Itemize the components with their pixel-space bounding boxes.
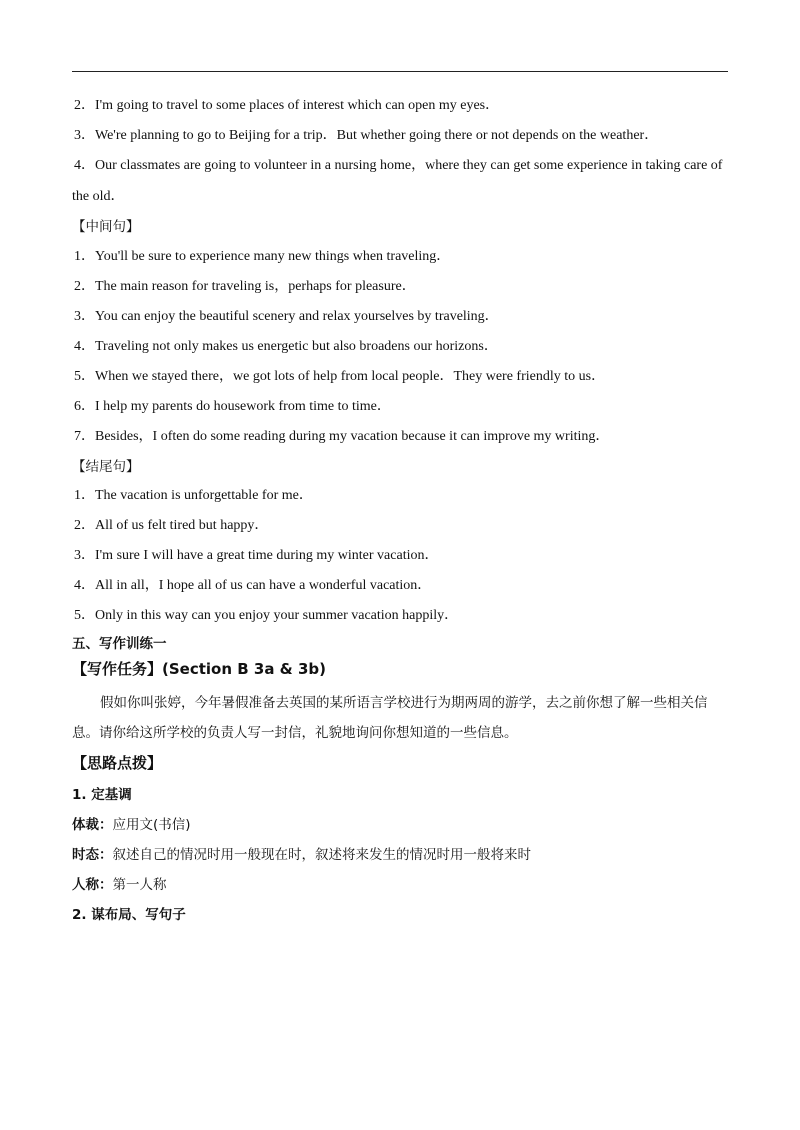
ending-sentences-heading: 【结尾句】 — [72, 459, 140, 475]
tense-row — [72, 846, 732, 865]
tense-value: 叙述自己的情况时用一般现在时，叙述将来发生的情况时用一般将来时 — [112, 847, 531, 863]
ending-item-4: 4．All in all，I hope all of us can have a wonderful vacation． — [74, 578, 432, 593]
genre-label: 体裁： — [72, 817, 113, 833]
opening-item-3: 3．We're planning to go to Beijing for a trip．But whether going there or not depends on the weather． — [74, 128, 659, 143]
opening-item-4: 4．Our classmates are going to volunteer in a nursing home，where they can get some experience in taking care of — [74, 158, 723, 173]
person-value: 第一人称 — [112, 877, 167, 893]
middle-item-6: 6．I help my parents do housework from time to time． — [74, 399, 391, 414]
genre-row — [72, 816, 732, 835]
middle-item-5: 5．When we stayed there，we got lots of help from local people．They were friendly to us． — [74, 369, 606, 384]
hints-heading: 【思路点拨】 — [72, 754, 163, 772]
ending-item-3: 3．I'm sure I will have a great time during my winter vacation． — [74, 548, 439, 563]
person-label: 人称： — [72, 877, 113, 893]
ending-item-1: 1．The vacation is unforgettable for me． — [74, 488, 313, 503]
middle-item-1: 1．You'll be sure to experience many new things when traveling． — [74, 249, 451, 264]
section-five-title: 五、写作训练一 — [72, 636, 167, 652]
ending-item-5: 5．Only in this way can you enjoy your summer vacation happily． — [74, 608, 459, 623]
middle-sentences-heading: 【中间句】 — [72, 219, 140, 235]
header-rule — [72, 71, 728, 72]
person-row — [72, 876, 732, 895]
genre-value: 应用文(书信) — [112, 817, 191, 833]
middle-item-3: 3．You can enjoy the beautiful scenery and relax yourselves by traveling． — [74, 309, 499, 324]
tense-label: 时态： — [72, 847, 113, 863]
middle-item-4: 4．Traveling not only makes us energetic but also broadens our horizons． — [74, 339, 498, 354]
middle-item-7: 7．Besides，I often do some reading during my vacation because it can improve my writing． — [74, 429, 610, 444]
writing-task-paragraph: 假如你叫张婷，今年暑假准备去英国的某所语言学校进行为期两周的游学，去之前你想了解一些相关信息。请你给这所学校的负责人写一封信，礼貌地询问你想知道的一些信息。 — [72, 695, 708, 741]
step-2-heading: 2. 谋布局、写句子 — [72, 907, 186, 923]
ending-item-2: 2．All of us felt tired but happy． — [74, 518, 269, 533]
opening-item-2: 2．I'm going to travel to some places of interest which can open my eyes． — [74, 98, 500, 113]
writing-task-heading: 【写作任务】(Section B 3a & 3b) — [72, 660, 327, 678]
step-1-heading: 1. 定基调 — [72, 787, 132, 803]
middle-item-2: 2．The main reason for traveling is，perhaps for pleasure． — [74, 279, 416, 294]
opening-item-4-continued: the old． — [72, 189, 125, 204]
